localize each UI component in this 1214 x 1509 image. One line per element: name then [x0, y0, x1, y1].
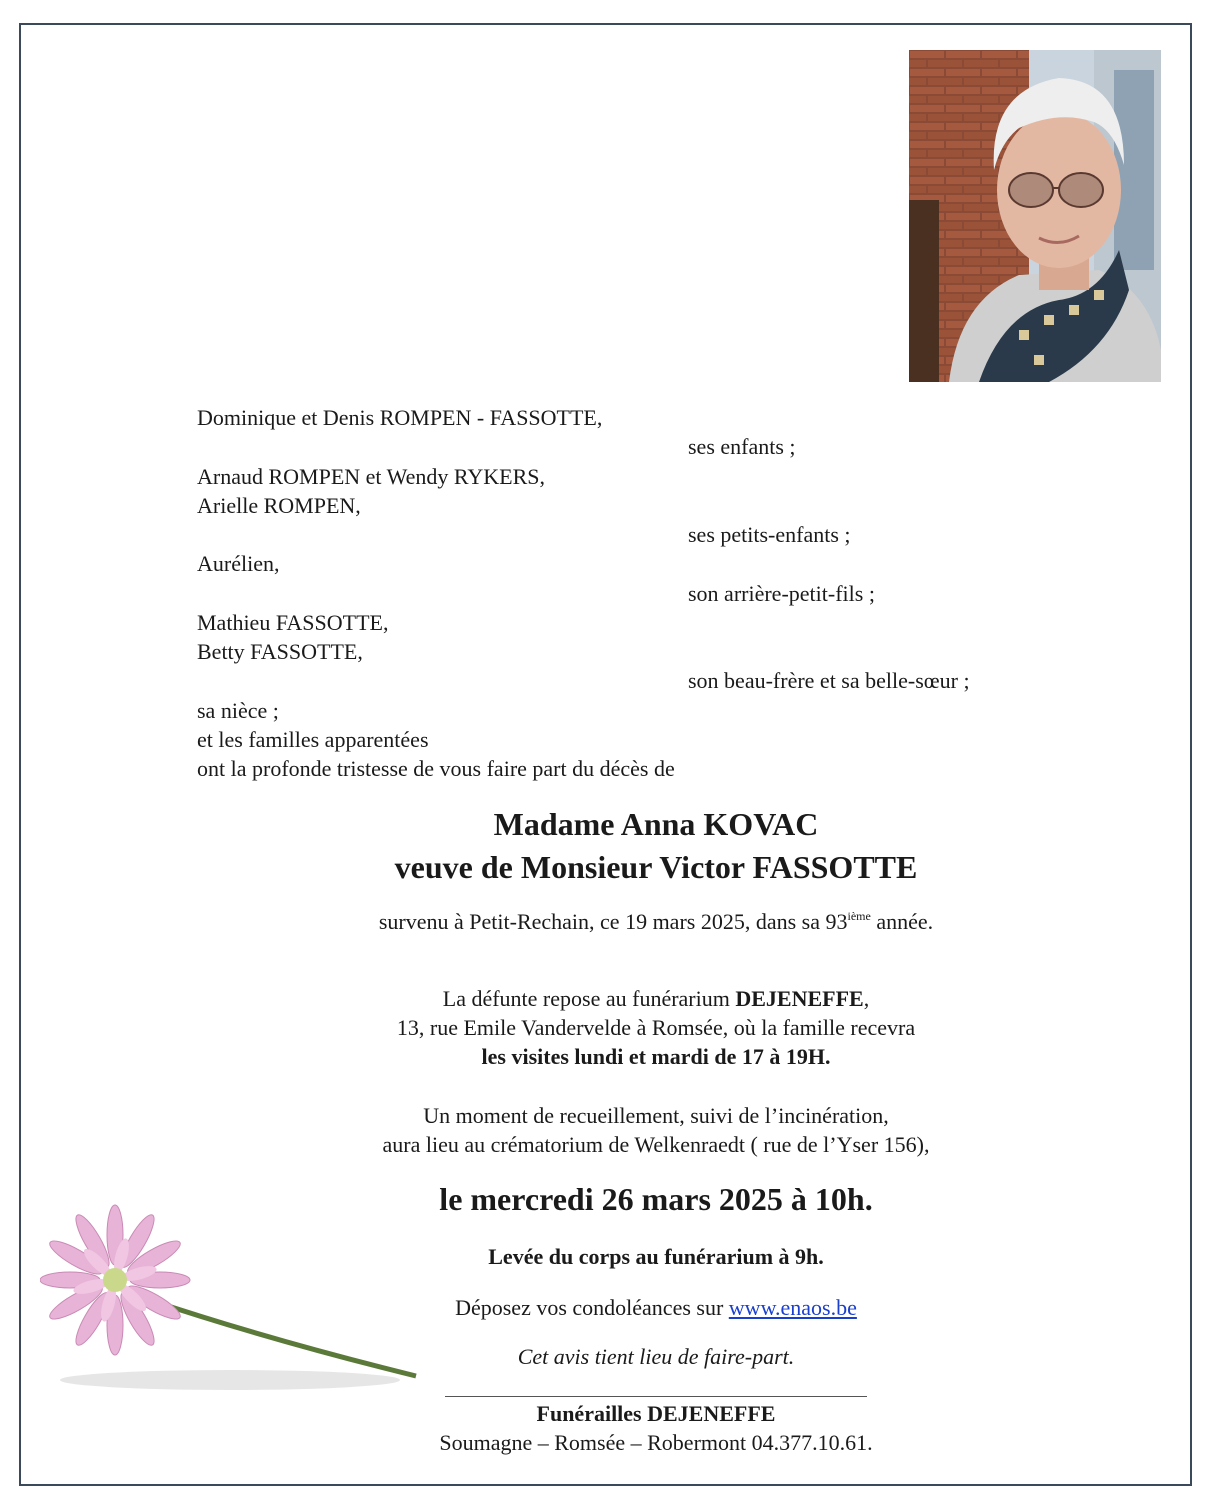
- relation-label: ses petits-enfants ;: [688, 522, 851, 547]
- ceremony-date: le mercredi 26 mars 2025 à 10h.: [439, 1181, 873, 1217]
- funeral-home-comma: ,: [863, 986, 870, 1011]
- deceased-name: Madame Anna KOVAC: [493, 806, 819, 842]
- family-line: Arnaud ROMPEN et Wendy RYKERS,: [197, 464, 545, 489]
- ceremony-line: Un moment de recueillement, suivi de l’incinération,: [423, 1103, 889, 1128]
- ordinal-suffix: ième: [847, 909, 871, 923]
- death-details-text: survenu à Petit-Rechain, ce 19 mars 2025, dans sa 93: [378, 909, 848, 934]
- family-line: sa nièce ;: [197, 698, 279, 723]
- divider: [445, 1396, 867, 1397]
- flower-illustration: [40, 1200, 430, 1400]
- ceremony-location: aura lieu au crématorium de Welkenraedt ( rue de l’Yser 156),: [382, 1132, 930, 1157]
- portrait-photo: [909, 50, 1161, 382]
- relation-label: son beau-frère et sa belle-sœur ;: [688, 668, 970, 693]
- family-line: Betty FASSOTTE,: [197, 639, 363, 664]
- death-details: [250, 907, 1062, 936]
- condolences-text: Déposez vos condoléances sur: [455, 1295, 729, 1320]
- relation-label: son arrière-petit-fils ;: [688, 581, 875, 606]
- family-line: et les familles apparentées: [197, 727, 429, 752]
- family-line: Arielle ROMPEN,: [197, 493, 361, 518]
- condolences-link[interactable]: www.enaos.be: [728, 1295, 857, 1320]
- death-details-end: année.: [870, 909, 934, 934]
- visiting-hours: les visites lundi et mardi de 17 à 19H.: [481, 1044, 831, 1069]
- notice-note: Cet avis tient lieu de faire-part.: [517, 1344, 795, 1369]
- funeral-home-address: 13, rue Emile Vandervelde à Romsée, où la famille recevra: [396, 1015, 916, 1040]
- company-locations: Soumagne – Romsée – Robermont 04.377.10.61.: [439, 1430, 873, 1455]
- family-line: Aurélien,: [197, 551, 280, 576]
- deceased-spouse: veuve de Monsieur Victor FASSOTTE: [394, 849, 918, 885]
- body-removal: Levée du corps au funérarium à 9h.: [488, 1244, 824, 1269]
- family-line: Dominique et Denis ROMPEN - FASSOTTE,: [197, 405, 603, 430]
- family-line: Mathieu FASSOTTE,: [197, 610, 389, 635]
- relation-label: ses enfants ;: [688, 434, 796, 459]
- funeral-home-name: DEJENEFFE: [735, 986, 864, 1011]
- announcement-line: ont la profonde tristesse de vous faire part du décès de: [197, 756, 675, 781]
- funeral-home-text: La défunte repose au funérarium: [442, 986, 736, 1011]
- funeral-home-line: [250, 984, 1062, 1013]
- company-name: Funérailles DEJENEFFE: [536, 1401, 776, 1426]
